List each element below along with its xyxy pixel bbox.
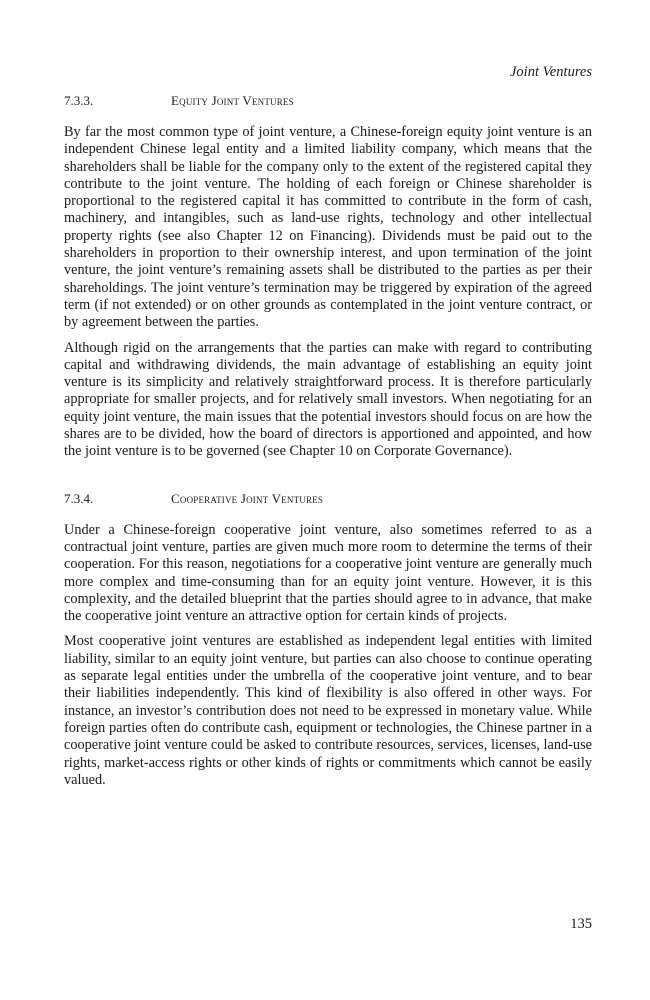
section-heading-equity xyxy=(64,92,592,110)
running-head: Joint Ventures xyxy=(509,64,592,80)
page-body xyxy=(64,92,592,789)
paragraph: By far the most common type of joint venture, a Chinese-foreign equity joint venture is an independent Chinese legal entity and a limited liability company, which means that the shareholders shall be liable for the company only to the extent of the registered capital they contribute to the joint venture. The holding of each foreign or Chinese shareholder is proportional to the registered capital it has committed to contribute in the form of cash, machinery, and intangibles, such as land-use rights, technology and other intellectual property rights (see also Chapter 12 on Financing). Dividends must be paid out to the shareholders in proportion to their ownership interest, and upon termination of the joint venture, the joint venture’s remaining assets shall be distributed to the parties as per their shareholdings. The joint venture’s termination may be triggered by expiration of the agreed term (if not extended) or on other grounds as contemplated in the joint venture contract, or by agreement between the parties. xyxy=(64,124,592,331)
paragraph: Although rigid on the arrangements that the parties can make with regard to contributing capital and withdrawing dividends, the main advantage of establishing an equity joint venture is its simplicity and relatively straightforward process. It is therefore particularly appropriate for smaller projects, and for relatively small investors. When negotiating for an equity joint venture, the main issues that the potential investors should focus on are how the shares are to be divided, how the board of directors is apportioned and appointed, and how the joint venture is to be governed (see Chapter 10 on Corporate Governance). xyxy=(64,339,592,460)
section-number: 7.3.4. xyxy=(64,490,94,506)
section-number: 7.3.3. xyxy=(64,93,94,108)
section-title: Equity Joint Ventures xyxy=(171,93,294,108)
paragraph: Under a Chinese-foreign cooperative joint venture, also sometimes referred to as a contractual joint venture, parties are given much more room to determine the terms of their cooperation. For this reason, negotiations for a cooperative joint venture are generally much more complex and time-consuming than for an equity joint venture. However, it is this complexity, and the detailed blueprint that the parties should agree to in advance, that make the cooperative joint venture an attractive option for certain kinds of projects. xyxy=(64,521,592,625)
section-title: Cooperative Joint Ventures xyxy=(171,490,324,506)
paragraph: Most cooperative joint ventures are established as independent legal entities with limited liability, similar to an equity joint venture, but parties can also choose to continue operating as separate legal entities under the umbrella of the cooperative joint venture, and to bear their liabilities independently. This kind of flexibility is also offered in other ways. For instance, an investor’s contribution does not need to be expressed in monetary value. While foreign parties often do contribute cash, equipment or technologies, the Chinese partner in a cooperative joint venture could be asked to contribute resources, services, licenses, land-use rights, market-access rights or other kinds of rights or commitments which cannot be easily valued. xyxy=(64,633,592,788)
page-number: 135 xyxy=(570,916,592,932)
section-heading-cooperative xyxy=(64,490,592,508)
